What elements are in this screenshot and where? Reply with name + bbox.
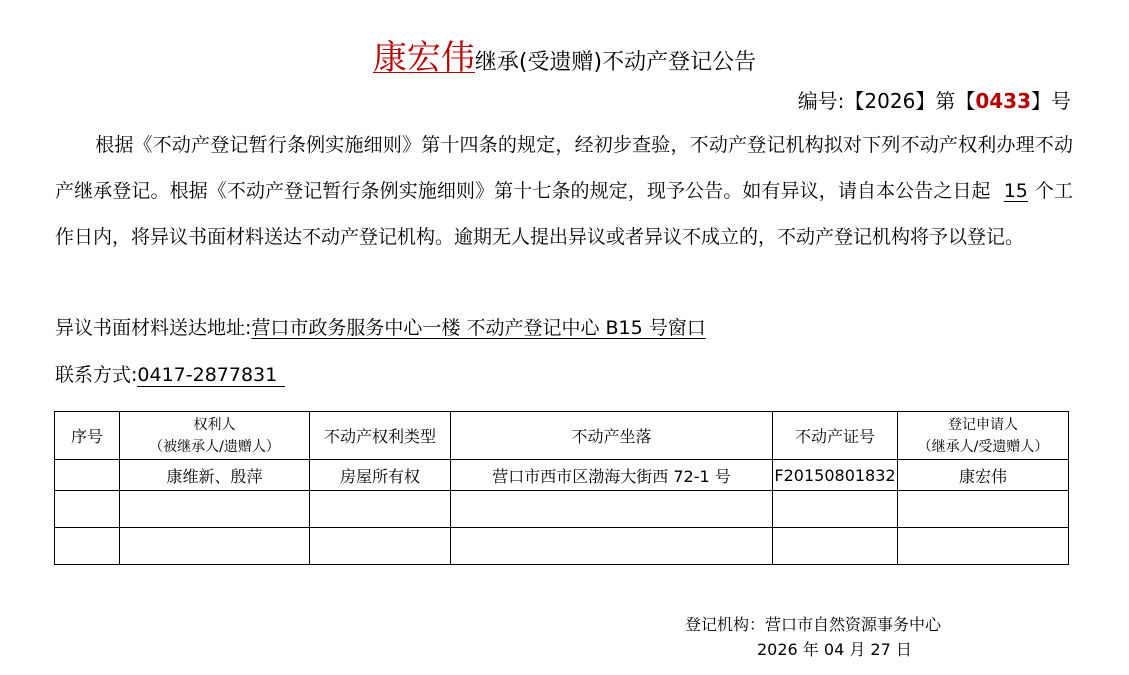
cell-applicant <box>898 528 1069 565</box>
header-holder-label: 权利人 <box>193 416 236 433</box>
contact-label: 联系方式: <box>55 364 138 386</box>
number-suffix: 】号 <box>1031 89 1071 113</box>
cell-right-type <box>310 491 451 528</box>
heir-name: 康宏伟 <box>372 38 475 78</box>
table-row <box>55 460 1069 491</box>
cell-cert-no <box>773 491 898 528</box>
header-holder-sub: （被继承人/遗赠人） <box>149 438 280 455</box>
cell-holder <box>120 491 310 528</box>
title-text: 继承(受遗赠)不动产登记公告 <box>474 50 757 75</box>
header-applicant-label: 登记申请人 <box>948 416 1018 433</box>
cell-right-type: 房屋所有权 <box>310 460 451 491</box>
header-applicant-sub: （继承人/受遗赠人） <box>917 438 1049 455</box>
notice-body <box>55 122 1073 260</box>
table-row <box>55 491 1069 528</box>
header-holder <box>120 412 310 460</box>
cell-holder: 康维新、殷萍 <box>120 460 310 491</box>
number-value: 0433 <box>975 89 1031 113</box>
header-applicant <box>898 412 1069 460</box>
address-label: 异议书面材料送达地址: <box>55 317 252 339</box>
notice-title <box>0 30 1129 79</box>
number-prefix: 编号:【2026】第【 <box>797 89 976 113</box>
contact-info <box>55 360 285 387</box>
cell-cert-no <box>773 528 898 565</box>
cell-seq <box>55 491 120 528</box>
header-seq: 序号 <box>55 412 120 460</box>
notice-date: 2026 年 04 月 27 日 <box>757 640 912 659</box>
cell-seq <box>55 460 120 491</box>
cell-right-type <box>310 528 451 565</box>
body-part-2: 个工作日内，将异议书面材料送达不动产登记机构。逾期无人提出异议或者异议不成立的，不动产登记机构将予以登记。 <box>55 180 1073 248</box>
body-part-1: 根据《不动产登记暂行条例实施细则》第十四条的规定，经初步查验，不动产登记机构拟对下列不动产权利办理不动产继承登记。根据《不动产登记暂行条例实施细则》第十七条的规定，现予公告。如有异议，请自本公告之日起 <box>55 134 1073 202</box>
registration-org: 登记机构：营口市自然资源事务中心 <box>685 615 942 634</box>
header-cert-no: 不动产证号 <box>773 412 898 460</box>
cell-location <box>451 491 773 528</box>
header-right-type: 不动产权利类型 <box>310 412 451 460</box>
address-value: 营口市政务服务中心一楼 不动产登记中心 B15 号窗口 <box>251 317 706 339</box>
cell-location: 营口市西市区渤海大街西 72-1 号 <box>451 460 773 491</box>
cell-applicant: 康宏伟 <box>898 460 1069 491</box>
contact-phone: 0417-2877831 <box>137 364 285 387</box>
working-days-value: 15 <box>1003 180 1028 202</box>
cell-applicant <box>898 491 1069 528</box>
table-header-row <box>55 412 1069 460</box>
table-row <box>55 528 1069 565</box>
property-table <box>54 411 1069 565</box>
header-location: 不动产坐落 <box>451 412 773 460</box>
cell-seq <box>55 528 120 565</box>
cell-location <box>451 528 773 565</box>
notice-number <box>798 85 1071 114</box>
cell-cert-no: F20150801832 <box>773 460 898 491</box>
cell-holder <box>120 528 310 565</box>
objection-address <box>55 313 706 340</box>
notice-footer <box>685 612 941 662</box>
